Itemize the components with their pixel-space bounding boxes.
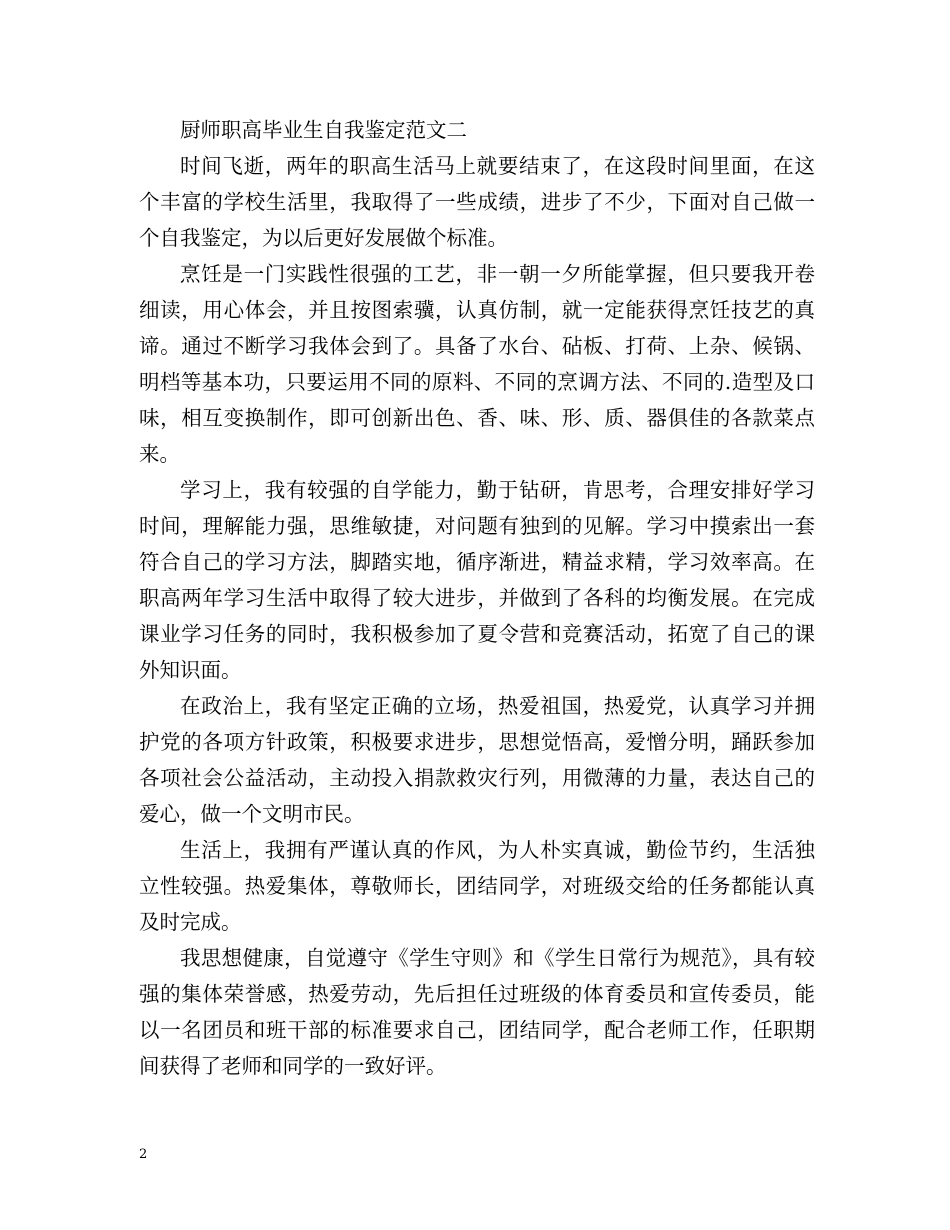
paragraph-politics: 在政治上，我有坚定正确的立场，热爱祖国，热爱党，认真学习并拥护党的各项方针政策，积极要求进步，思想觉悟高，爱憎分明，踊跃参加各项社会公益活动，主动投入捐款救灾行列，用微薄的力量，表达自己的爱心，做一个文明市民。 — [139, 694, 815, 826]
paragraph-intro: 时间飞逝，两年的职高生活马上就要结束了，在这段时间里面，在这个丰富的学校生活里，我取得了一些成绩，进步了不少，下面对自己做一个自我鉴定，为以后更好发展做个标准。 — [139, 154, 815, 250]
document-body — [139, 112, 815, 1084]
paragraph-study: 学习上，我有较强的自学能力，勤于钻研，肯思考，合理安排好学习时间，理解能力强，思维敏捷，对问题有独到的见解。学习中摸索出一套符合自己的学习方法，脚踏实地，循序渐进，精益求精，学习效率高。在职高两年学习生活中取得了较大进步，并做到了各科的均衡发展。在完成课业学习任务的同时，我积极参加了夏令营和竞赛活动，拓宽了自己的课外知识面。 — [139, 478, 815, 682]
page-number: 2 — [139, 1147, 148, 1162]
paragraph-cooking: 烹饪是一门实践性很强的工艺，非一朝一夕所能掌握，但只要我开卷细读，用心体会，并且按图索骥，认真仿制，就一定能获得烹饪技艺的真谛。通过不断学习我体会到了。具备了水台、砧板、打荷、上杂、候锅、明档等基本功，只要运用不同的原料、不同的烹调方法、不同的.造型及口味，相互变换制作，即可创新出色、香、味、形、质、器俱佳的各款菜点来。 — [139, 262, 815, 466]
paragraph-life: 生活上，我拥有严谨认真的作风，为人朴实真诚，勤俭节约，生活独立性较强。热爱集体，尊敬师长，团结同学，对班级交给的任务都能认真及时完成。 — [139, 838, 815, 934]
document-title: 厨师职高毕业生自我鉴定范文二 — [180, 118, 467, 142]
paragraph-conduct: 我思想健康，自觉遵守《学生守则》和《学生日常行为规范》，具有较强的集体荣誉感，热爱劳动，先后担任过班级的体育委员和宣传委员，能以一名团员和班干部的标准要求自己，团结同学，配合老师工作，任职期间获得了老师和同学的一致好评。 — [139, 946, 815, 1078]
